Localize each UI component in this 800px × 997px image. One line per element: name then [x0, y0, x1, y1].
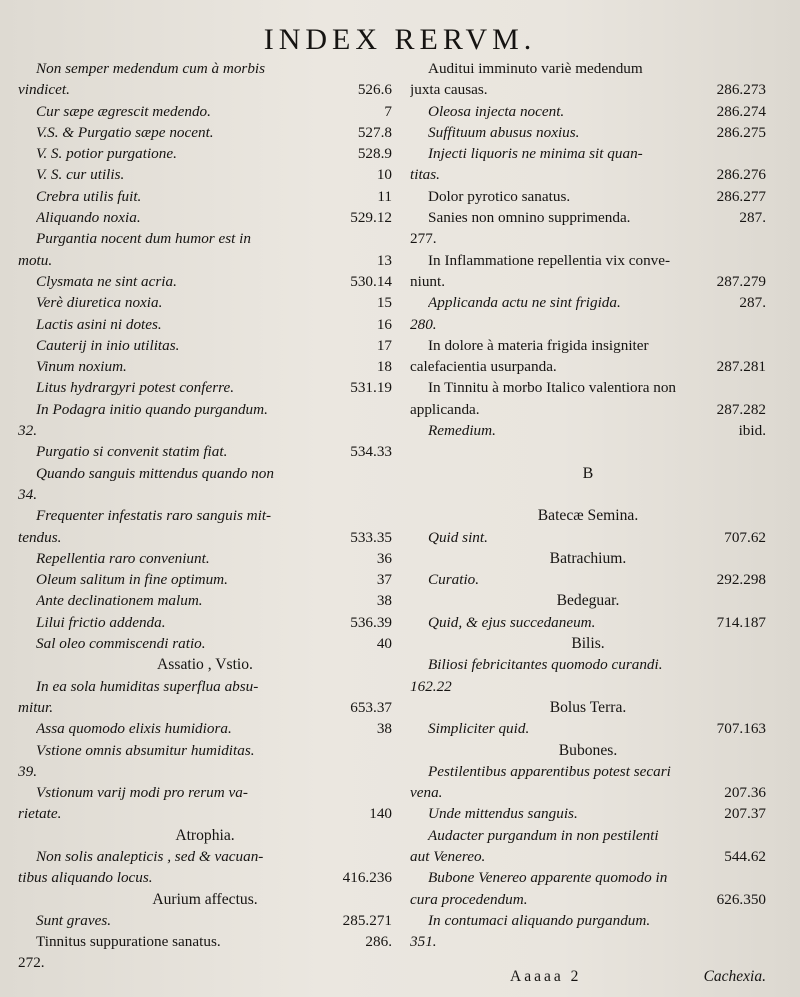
section-heading: Assatio , Vstio.: [157, 656, 253, 674]
entry-line: [410, 186, 766, 207]
page-reference: 40: [376, 635, 392, 653]
entry-text: Verè diuretica noxia.: [36, 294, 163, 312]
entry-text: vindicet.: [18, 81, 70, 99]
entry-text: Crebra utilis fuit.: [36, 187, 142, 205]
entry-line: Frequenter infestatis raro sanguis mit-: [36, 507, 272, 525]
entry-line: [18, 101, 392, 122]
index-entry: [410, 761, 766, 804]
entry-line: [410, 569, 766, 590]
page-reference: 16: [376, 315, 392, 333]
page-reference: 286.277: [716, 187, 766, 205]
entry-line: [18, 867, 392, 888]
entry-text: Repellentia raro conveniunt.: [36, 549, 210, 567]
index-entry: [18, 463, 392, 506]
index-entry: [410, 122, 766, 143]
index-entry: [18, 292, 392, 313]
entry-line: [410, 399, 766, 420]
section-heading: Batecæ Semina.: [537, 507, 639, 525]
entry-line: Vstione omnis absumitur humiditas.: [36, 741, 255, 759]
entry-text: mitur.: [18, 698, 54, 716]
entry-line: In contumaci aliquando purgandum.: [428, 911, 651, 929]
entry-text: Quid sint.: [428, 528, 488, 546]
entry-text: vena.: [410, 784, 443, 802]
entry-line: [410, 356, 766, 377]
index-entry: [18, 931, 392, 974]
entry-text: Assa quomodo elixis humidiora.: [36, 720, 232, 738]
entry-text: juxta causas.: [410, 81, 488, 99]
left-column: [18, 58, 392, 974]
page-reference: 653.37: [350, 698, 392, 716]
entry-text: applicanda.: [410, 400, 480, 418]
page-reference: 286.273: [716, 81, 766, 99]
entry-line: [410, 292, 766, 313]
entry-text: Sanies non omnino supprimenda.: [428, 209, 631, 227]
index-entry: [18, 314, 392, 335]
index-entry: [410, 207, 766, 250]
index-entry: [18, 846, 392, 889]
spacer: [410, 484, 766, 505]
entry-line: [18, 186, 392, 207]
page-reference: 286.274: [716, 102, 766, 120]
page-reference: 285.271: [342, 911, 392, 929]
entry-line: [18, 250, 392, 271]
page-reference: 287.282: [716, 400, 766, 418]
entry-line: Bubone Venereo apparente quomodo in: [428, 869, 668, 887]
entry-line: 272.: [18, 954, 45, 972]
catchword: Cachexia.: [703, 968, 766, 985]
section-heading: Bedeguar.: [556, 592, 620, 610]
page-reference: 36: [376, 549, 392, 567]
entry-text: motu.: [18, 251, 53, 269]
entry-text: cura procedendum.: [410, 890, 528, 908]
index-entry: [410, 654, 766, 697]
entry-line: Biliosi febricitantes quomodo curandi.: [428, 656, 663, 674]
index-entry: [18, 590, 392, 611]
page-footer: [410, 968, 766, 992]
entry-line: [410, 101, 766, 122]
page-title: INDEX RERVM.: [263, 23, 537, 56]
page-reference: 534.33: [350, 443, 392, 461]
entry-text: V. S. potior purgatione.: [36, 145, 177, 163]
index-entry: [18, 569, 392, 590]
entry-text: Applicanda actu ne sint frigida.: [428, 294, 621, 312]
page-reference: 207.37: [724, 805, 766, 823]
page-reference: 531.19: [350, 379, 392, 397]
page-reference: 286.: [365, 933, 392, 951]
entry-line: [410, 122, 766, 143]
entry-text: Curatio.: [428, 571, 480, 589]
index-entry: [410, 420, 766, 441]
entry-text: aut Venereo.: [410, 847, 486, 865]
right-column: [410, 58, 766, 952]
page-reference: 287.281: [716, 358, 766, 376]
index-entry: [18, 335, 392, 356]
entry-line: 351.: [410, 933, 437, 951]
index-entry: [18, 782, 392, 825]
index-entry: [410, 569, 766, 590]
entry-line: Non semper medendum cum à morbis: [36, 60, 266, 77]
entry-line: [410, 846, 766, 867]
page-reference: 707.163: [716, 720, 766, 738]
entry-line: [410, 79, 766, 100]
page-reference: 38: [376, 720, 392, 738]
entry-line: [18, 314, 392, 335]
entry-line: 34.: [18, 485, 37, 503]
entry-text: Cauterij in inio utilitas.: [36, 336, 180, 354]
page-reference: 38: [376, 592, 392, 610]
index-entry: [410, 186, 766, 207]
index-entry: [410, 335, 766, 378]
section-heading: Bilis.: [571, 635, 605, 653]
entry-line: Pestilentibus apparentibus potest secari: [428, 762, 671, 780]
index-entry: [410, 612, 766, 633]
page-reference: 544.62: [724, 847, 766, 865]
section-heading: Atrophia.: [175, 826, 235, 844]
entry-line: 162.22: [410, 677, 452, 695]
entry-text: Lactis asini ni dotes.: [36, 315, 162, 333]
entry-line: [410, 612, 766, 633]
entry-line: [410, 207, 766, 228]
entry-line: [18, 207, 392, 228]
entry-line: [18, 79, 392, 100]
entry-line: [18, 931, 392, 952]
entry-text: tibus aliquando locus.: [18, 869, 153, 887]
entry-text: Aliquando noxia.: [36, 209, 141, 227]
page-reference: ibid.: [738, 422, 766, 440]
entry-text: Tinnitus suppuratione sanatus.: [36, 933, 221, 951]
index-entry: [410, 803, 766, 824]
entry-line: [410, 164, 766, 185]
entry-text: Oleosa injecta nocent.: [428, 102, 565, 120]
entry-line: Audacter purgandum in non pestilenti: [428, 826, 659, 844]
entry-text: Clysmata ne sint acria.: [36, 272, 177, 290]
entry-line: [410, 718, 766, 739]
entry-line: [18, 718, 392, 739]
entry-line: [18, 803, 392, 824]
index-entry: [18, 186, 392, 207]
page-reference: 626.350: [716, 890, 766, 908]
entry-line: 277.: [410, 230, 437, 248]
index-entry: [18, 910, 392, 931]
entry-line: [18, 910, 392, 931]
entry-text: Unde mittendus sanguis.: [428, 805, 578, 823]
entry-text: Litus hydrargyri potest conferre.: [36, 379, 234, 397]
entry-line: [18, 335, 392, 356]
entry-line: Purgantia nocent dum humor est in: [36, 230, 251, 248]
entry-text: tendus.: [18, 528, 62, 546]
index-entry: [410, 101, 766, 122]
entry-line: [18, 697, 392, 718]
index-entry: [410, 292, 766, 335]
entry-line: [410, 889, 766, 910]
section-heading: Batrachium.: [549, 549, 627, 567]
page-reference: 207.36: [724, 784, 766, 802]
index-entry: [18, 58, 392, 101]
page-reference: 527.8: [357, 123, 392, 141]
index-entry: [410, 250, 766, 293]
entry-line: [18, 633, 392, 654]
entry-line: Auditui imminuto variè medendum: [428, 60, 643, 77]
index-entry: [18, 228, 392, 271]
entry-text: calefacientia usurpanda.: [410, 358, 557, 376]
entry-line: Quando sanguis mittendus quando non: [36, 464, 274, 482]
entry-line: [18, 122, 392, 143]
entry-text: Suffituum abusus noxius.: [428, 123, 580, 141]
index-entry: [18, 633, 392, 654]
page-reference: 530.14: [350, 272, 392, 290]
section-heading: Aurium affectus.: [152, 890, 258, 908]
index-entry: [410, 58, 766, 101]
entry-text: titas.: [410, 166, 440, 184]
page-reference: 529.12: [350, 209, 392, 227]
entry-line: [18, 569, 392, 590]
index-entry: [18, 505, 392, 548]
entry-text: Sal oleo commiscendi ratio.: [36, 635, 206, 653]
page-reference: 10: [376, 166, 392, 184]
index-entry: [410, 527, 766, 548]
index-entry: [18, 676, 392, 719]
entry-text: Oleum salitum in fine optimum.: [36, 571, 228, 589]
entry-line: In Tinnitu à morbo Italico valentiora non: [428, 379, 677, 397]
index-entry: [18, 612, 392, 633]
entry-text: niunt.: [410, 272, 446, 290]
page-reference: 707.62: [724, 528, 766, 546]
entry-line: In dolore à materia frigida insigniter: [428, 336, 649, 354]
entry-text: Dolor pyrotico sanatus.: [428, 187, 571, 205]
index-entry: [18, 740, 392, 783]
index-entry: [18, 207, 392, 228]
entry-line: [410, 271, 766, 292]
entry-line: 32.: [18, 422, 37, 440]
page-reference: 292.298: [716, 571, 766, 589]
entry-text: Sunt graves.: [36, 911, 112, 929]
section-heading: Bubones.: [558, 741, 618, 759]
entry-line: In Podagra initio quando purgandum.: [36, 400, 268, 418]
spacer: [410, 441, 766, 462]
entry-line: [18, 164, 392, 185]
page-reference: 17: [376, 336, 392, 354]
index-entry: [410, 867, 766, 910]
entry-line: [18, 527, 392, 548]
entry-line: [18, 548, 392, 569]
index-entry: [18, 143, 392, 164]
page-reference: 286.276: [716, 166, 766, 184]
index-entry: [18, 399, 392, 442]
page-reference: 526.6: [357, 81, 392, 99]
entry-line: Vstionum varij modi pro rerum va-: [36, 784, 248, 802]
entry-line: [18, 356, 392, 377]
letter-heading: B: [582, 464, 594, 482]
entry-line: [18, 143, 392, 164]
entry-line: [18, 590, 392, 611]
entry-text: Vinum noxium.: [36, 358, 127, 376]
entry-line: [18, 441, 392, 462]
index-entry: [18, 441, 392, 462]
page-reference: 7: [384, 102, 392, 120]
index-entry: [410, 377, 766, 420]
page-reference: 528.9: [357, 145, 392, 163]
page-reference: 18: [376, 358, 392, 376]
index-entry: [18, 548, 392, 569]
page-reference: 37: [376, 571, 392, 589]
index-entry: [18, 356, 392, 377]
page-reference: 15: [376, 294, 392, 312]
entry-line: [410, 420, 766, 441]
entry-text: V. S. cur utilis.: [36, 166, 125, 184]
page-reference: 714.187: [716, 613, 766, 631]
index-entry: [18, 718, 392, 739]
entry-line: 280.: [410, 315, 437, 333]
index-entry: [410, 143, 766, 186]
entry-line: Injecti liquoris ne minima sit quan-: [428, 145, 643, 163]
index-entry: [18, 164, 392, 185]
page-reference: 13: [376, 251, 392, 269]
page-reference: 287.: [739, 294, 766, 312]
section-heading: Bolus Terra.: [549, 698, 627, 716]
page-reference: 287.279: [716, 272, 766, 290]
entry-text: Purgatio si convenit statim fiat.: [36, 443, 228, 461]
entry-text: V.S. & Purgatio sæpe nocent.: [36, 123, 214, 141]
entry-line: [18, 292, 392, 313]
entry-line: [410, 803, 766, 824]
entry-text: Ante declinationem malum.: [36, 592, 203, 610]
page-reference: 287.: [739, 209, 766, 227]
page-reference: 533.35: [350, 528, 392, 546]
entry-line: 39.: [18, 762, 37, 780]
entry-line: [18, 271, 392, 292]
page-reference: 536.39: [350, 613, 392, 631]
entry-text: Lilui frictio addenda.: [36, 613, 166, 631]
entry-line: [410, 527, 766, 548]
entry-line: [18, 377, 392, 398]
entry-line: In ea sola humiditas superflua absu-: [36, 677, 259, 695]
entry-text: Quid, & ejus succedaneum.: [428, 613, 596, 631]
entry-text: Simpliciter quid.: [428, 720, 530, 738]
index-entry: [410, 910, 766, 953]
entry-line: [18, 612, 392, 633]
index-entry: [18, 377, 392, 398]
page-reference: 286.275: [716, 123, 766, 141]
index-entry: [410, 718, 766, 739]
page-reference: 11: [377, 187, 392, 205]
index-entry: [18, 101, 392, 122]
entry-line: [410, 782, 766, 803]
index-entry: [410, 825, 766, 868]
entry-text: Remedium.: [428, 422, 496, 440]
index-entry: [18, 271, 392, 292]
entry-text: Cur sæpe ægrescit medendo.: [36, 102, 211, 120]
index-entry: [18, 122, 392, 143]
page-reference: 140: [369, 805, 392, 823]
page-reference: 416.236: [342, 869, 392, 887]
entry-line: In Inflammatione repellentia vix conve-: [428, 251, 671, 269]
entry-text: rietate.: [18, 805, 62, 823]
entry-line: Non solis analepticis , sed & vacuan-: [36, 847, 264, 865]
signature-mark: Aaaaa 2: [510, 968, 582, 985]
